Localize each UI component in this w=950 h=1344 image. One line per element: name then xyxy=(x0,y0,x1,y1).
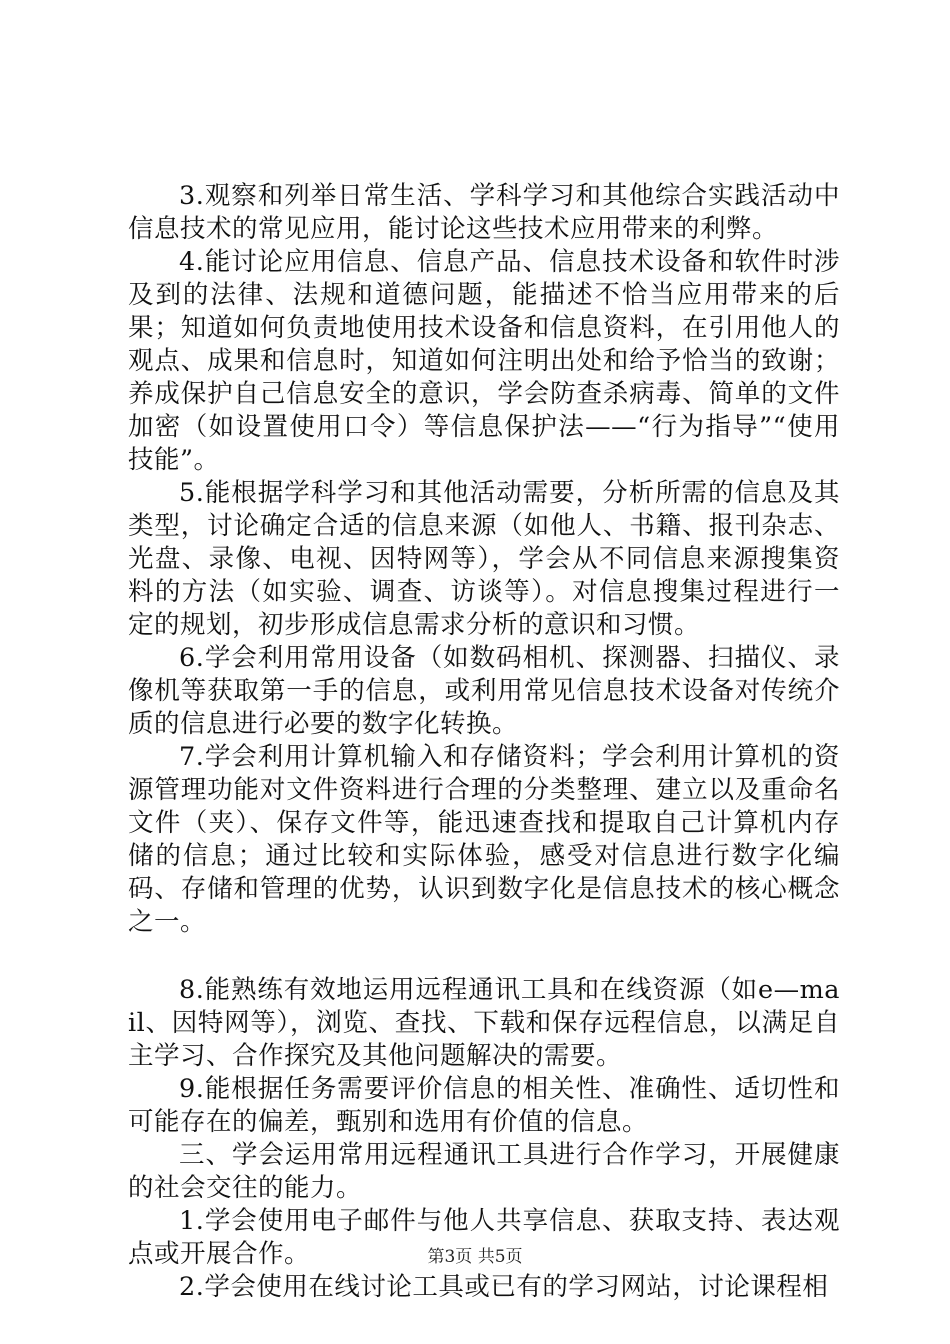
paragraph-gap xyxy=(128,939,840,974)
paragraph-6: 6.学会利用常用设备（如数码相机、探测器、扫描仪、录像机等获取第一手的信息，或利用常见信息技术设备对传统介质的信息进行必要的数字化转换。 xyxy=(128,643,840,739)
section-three-heading: 三、学会运用常用远程通讯工具进行合作学习，开展健康的社会交往的能力。 xyxy=(128,1140,840,1203)
paragraph-3: 3.观察和列举日常生活、学科学习和其他综合实践活动中信息技术的常见应用，能讨论这些技术应用带来的利弊。 xyxy=(128,181,840,244)
paragraph-9: 9.能根据任务需要评价信息的相关性、准确性、适切性和可能存在的偏差，甄别和选用有价值的信息。 xyxy=(128,1074,840,1137)
paragraph-section3-1: 1.学会使用电子邮件与他人共享信息、获取支持、表达观点或开展合作。 xyxy=(128,1206,840,1269)
page-number: 第3页 共5页 xyxy=(427,1247,523,1267)
document-body xyxy=(128,180,840,1304)
paragraph-4: 4.能讨论应用信息、信息产品、信息技术设备和软件时涉及到的法律、法规和道德问题，能描述不恰当应用带来的后果；知道如何负责地使用技术设备和信息资料，在引用他人的观点、成果和信息时，知道如何注明出处和给予恰当的致谢；养成保护自己信息安全的意识，学会防查杀病毒、简单的文件加密（如设置使用口令）等信息保护法——“行为指导”“使用技能”。 xyxy=(128,247,840,475)
paragraph-8: 8.能熟练有效地运用远程通讯工具和在线资源（如e—mail、因特网等），浏览、查找、下载和保存远程信息，以满足自主学习、合作探究及其他问题解决的需要。 xyxy=(128,975,840,1071)
paragraph-7: 7.学会利用计算机输入和存储资料；学会利用计算机的资源管理功能对文件资料进行合理的分类整理、建立以及重命名文件（夹）、保存文件等，能迅速查找和提取自己计算机内存储的信息；通过比较和实际体验，感受对信息进行数字化编码、存储和管理的优势，认识到数字化是信息技术的核心概念之一。 xyxy=(128,742,840,937)
paragraph-5: 5.能根据学科学习和其他活动需要，分析所需的信息及其类型，讨论确定合适的信息来源（如他人、书籍、报刊杂志、光盘、录像、电视、因特网等），学会从不同信息来源搜集资料的方法（如实验、调查、访谈等）。对信息搜集过程进行一定的规划，初步形成信息需求分析的意识和习惯。 xyxy=(128,478,840,640)
paragraph-section3-2: 2.学会使用在线讨论工具或已有的学习网站，讨论课程相 xyxy=(179,1272,829,1302)
